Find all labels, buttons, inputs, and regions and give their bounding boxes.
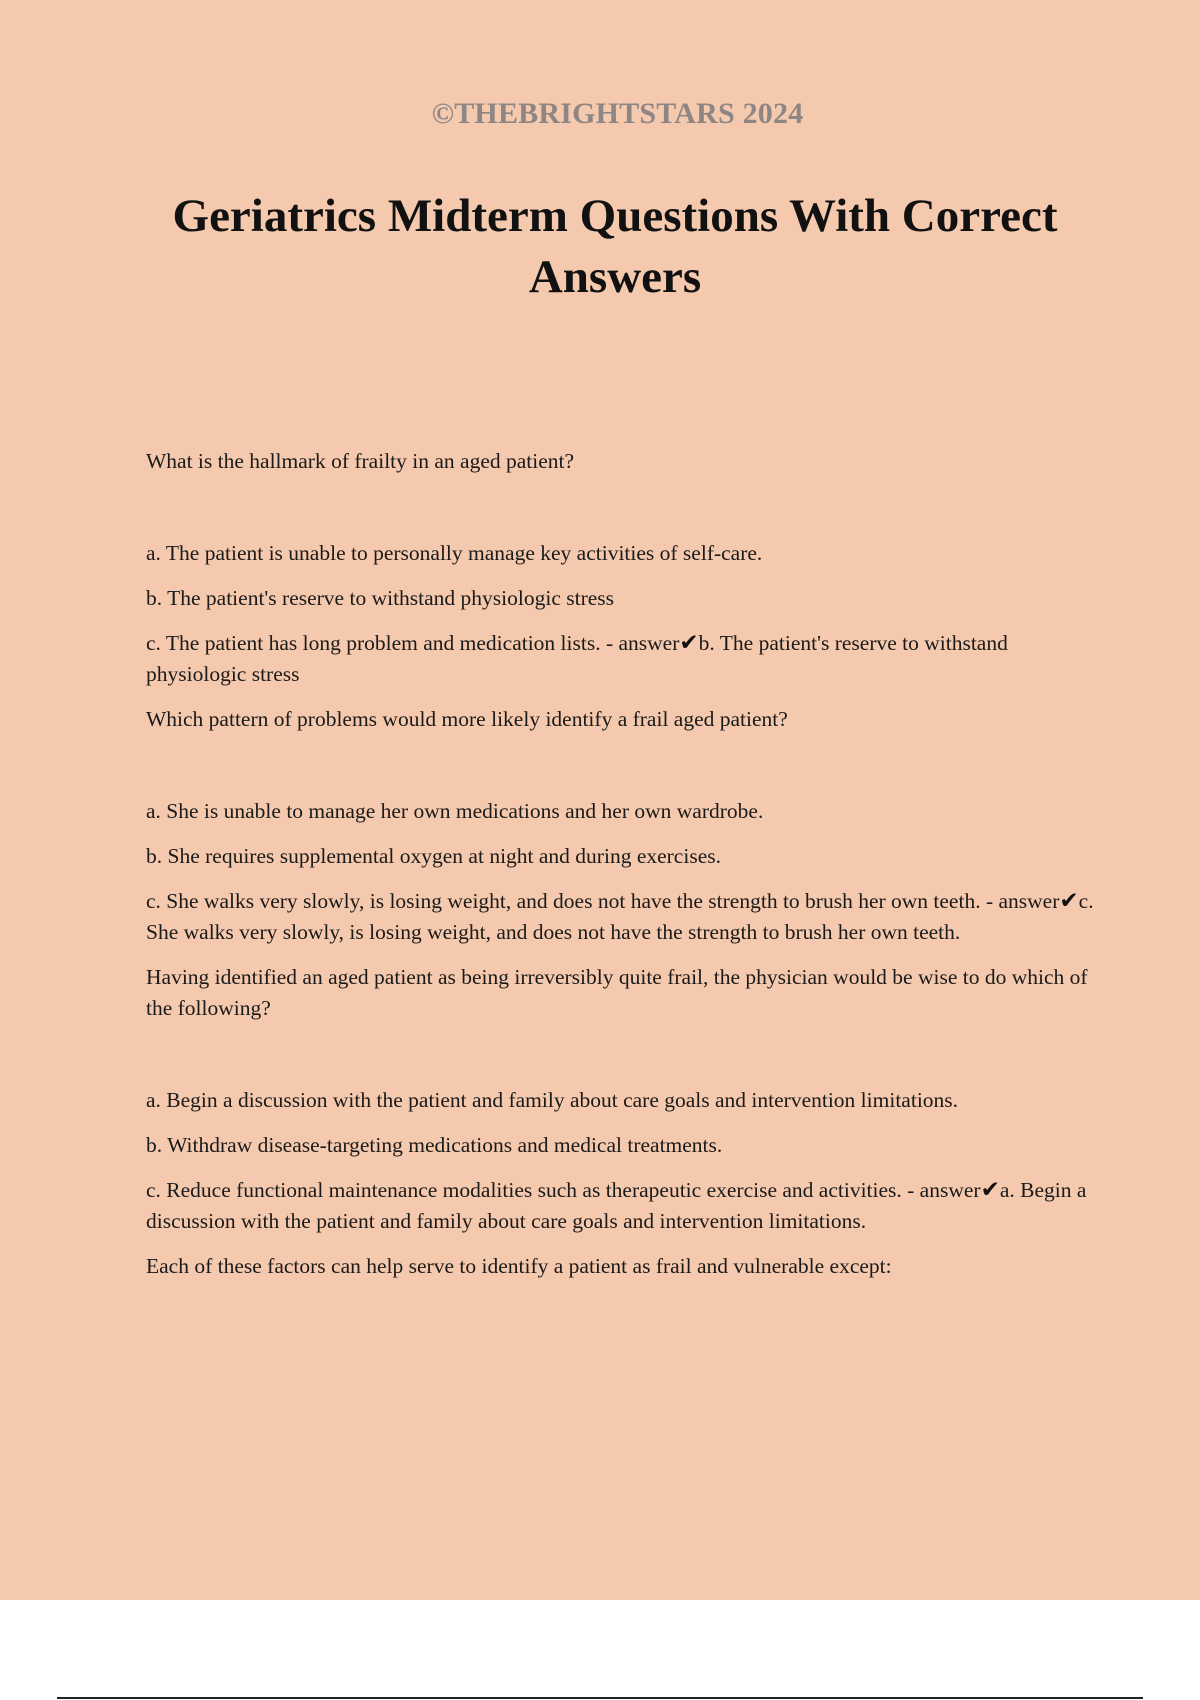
question-2-option-c-with-answer [146, 886, 1096, 948]
question-2: Which pattern of problems would more likely identify a frail aged patient? [146, 707, 788, 731]
question-2-option-a: a. She is unable to manage her own medications and her own wardrobe. [146, 799, 764, 823]
check-icon: ✔ [679, 630, 699, 656]
footer-divider [57, 1697, 1143, 1699]
page-title: Geriatrics Midterm Questions With Correct Answers [172, 190, 1058, 303]
question-1: What is the hallmark of frailty in an aged patient? [146, 449, 575, 473]
question-1-option-a: a. The patient is unable to personally manage key activities of self-care. [146, 541, 763, 565]
check-icon: ✔ [980, 1177, 1000, 1203]
question-1-option-c: c. The patient has long problem and medication lists. - answer [146, 631, 680, 655]
question-3: Having identified an aged patient as being irreversibly quite frail, the physician would be wise to do which of the following? [146, 965, 1088, 1020]
question-3-option-c-with-answer [146, 1175, 1096, 1237]
question-3-option-b: b. Withdraw disease-targeting medications and medical treatments. [146, 1133, 723, 1157]
check-icon: ✔ [1059, 888, 1079, 914]
document-body [146, 446, 1096, 1296]
question-2-answer: c. She walks very slowly, is losing weight, and does not have the strength to brush her own teeth. [146, 889, 1094, 944]
question-2-option-b: b. She requires supplemental oxygen at night and during exercises. [146, 844, 721, 868]
question-3-answer: a. Begin a discussion with the patient and family about care goals and intervention limitations. [146, 1178, 1087, 1233]
question-3-option-c: c. Reduce functional maintenance modalities such as therapeutic exercise and activities. - answer [146, 1178, 981, 1202]
watermark: ©THEBRIGHTSTARS 2024 [431, 97, 804, 130]
question-1-option-b: b. The patient's reserve to withstand physiologic stress [146, 586, 615, 610]
question-4: Each of these factors can help serve to identify a patient as frail and vulnerable except: [146, 1254, 892, 1278]
question-2-option-c: c. She walks very slowly, is losing weight, and does not have the strength to brush her own teeth. - answer [146, 889, 1060, 913]
question-3-option-a: a. Begin a discussion with the patient and family about care goals and intervention limitations. [146, 1088, 959, 1112]
question-1-answer: b. The patient's reserve to withstand physiologic stress [146, 631, 1008, 686]
question-1-option-c-with-answer [146, 628, 1096, 690]
